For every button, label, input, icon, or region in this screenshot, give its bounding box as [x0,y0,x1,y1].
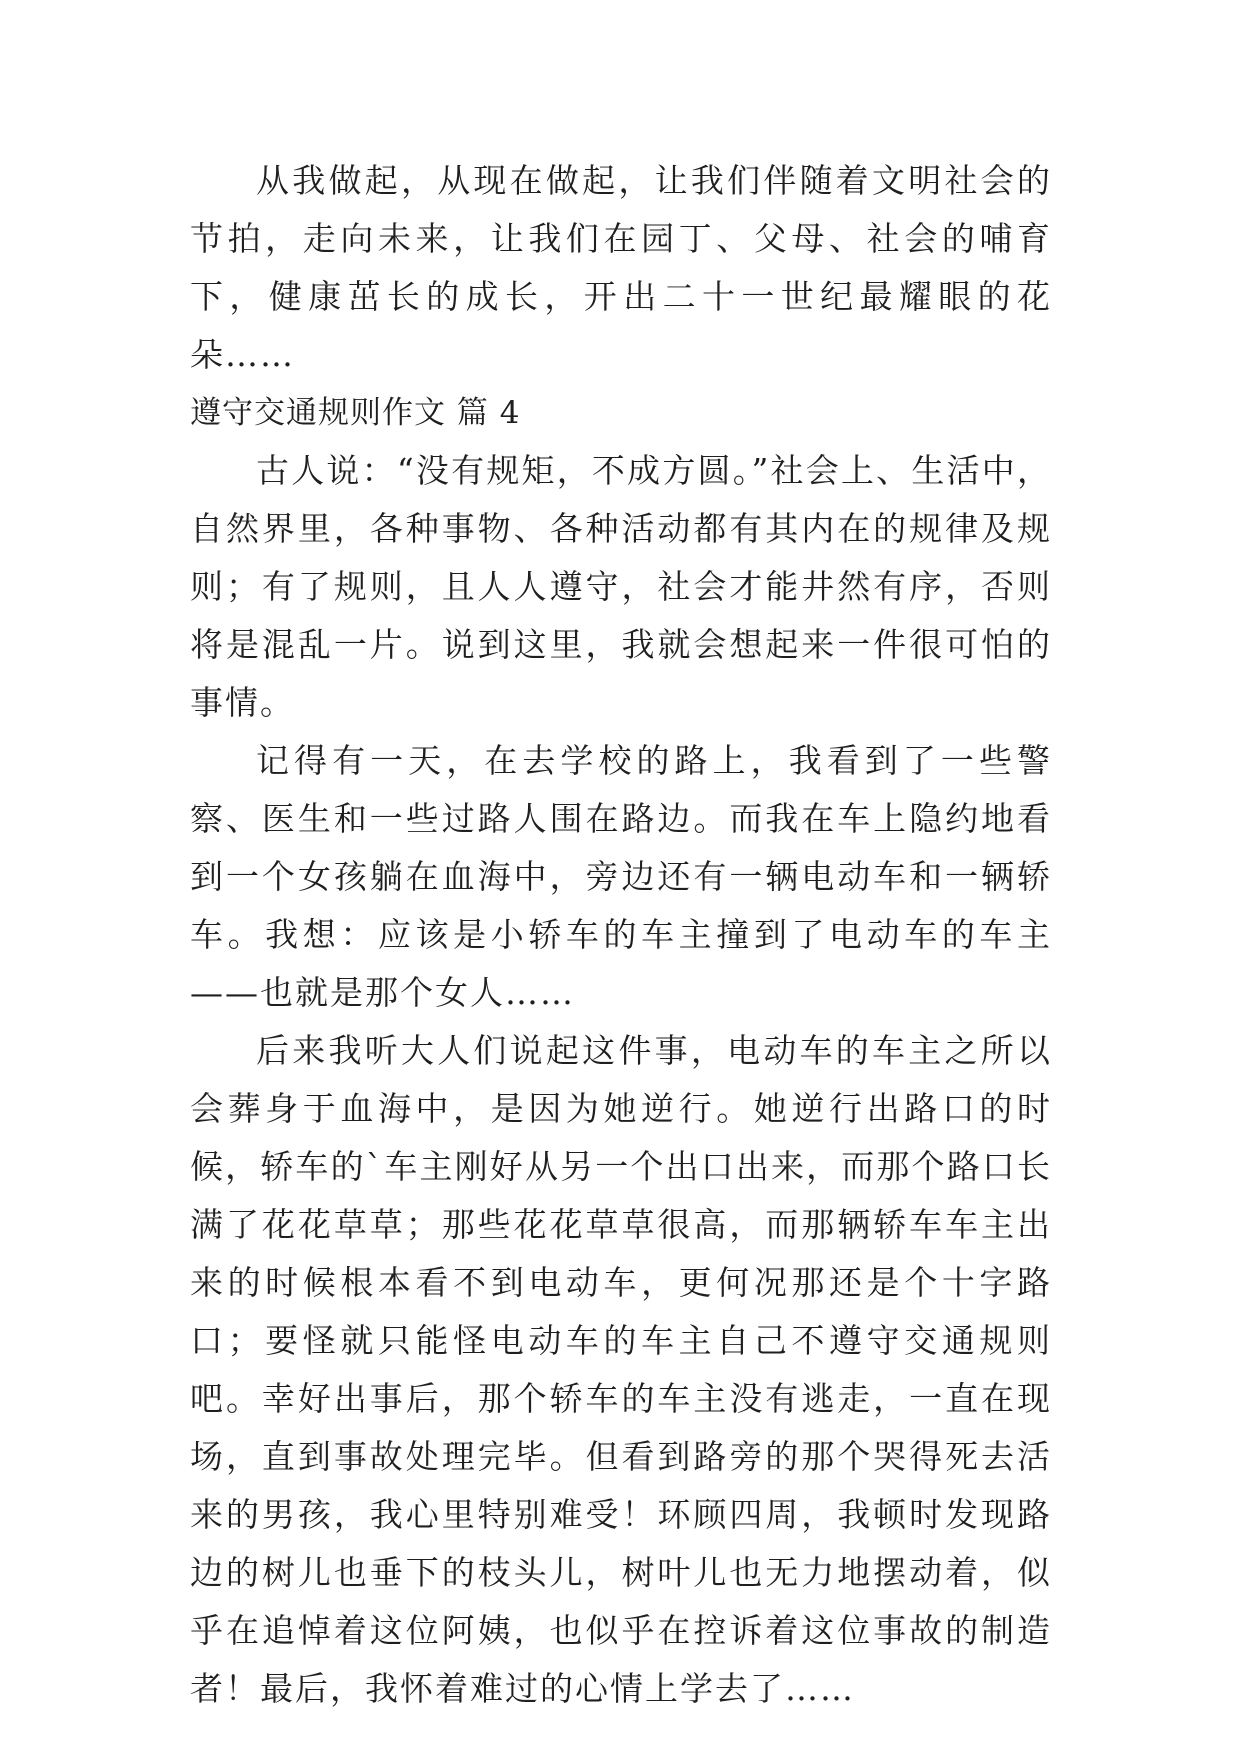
paragraph-2: 记得有一天，在去学校的路上，我看到了一些警察、医生和一些过路人围在路边。而我在车上隐约地看到一个女孩躺在血海中，旁边还有一辆电动车和一辆轿车。我想：应该是小轿车的车主撞到了电动车的车主——也就是那个女人…… [190,741,1052,1012]
paragraph-3: 后来我听大人们说起这件事，电动车的车主之所以会葬身于血海中，是因为她逆行。她逆行出路口的时候，轿车的`车主刚好从另一个出口出来，而那个路口长满了花花草草；那些花花草草很高，而那辆轿车车主出来的时候根本看不到电动车，更何况那还是个十字路口；要怪就只能怪电动车的车主自己不遵守交通规则吧。幸好出事后，那个轿车的车主没有逃走，一直在现场，直到事故处理完毕。但看到路旁的那个哭得死去活来的男孩，我心里特别难受！环顾四周，我顿时发现路边的树儿也垂下的枝头儿，树叶儿也无力地摆动着，似乎在追悼着这位阿姨，也似乎在控诉着这位事故的制造者！最后，我怀着难过的心情上学去了…… [190,1031,1052,1708]
paragraph-1: 古人说：“没有规矩，不成方圆。”社会上、生活中，自然界里，各种事物、各种活动都有其内在的规律及规则；有了规则，且人人遵守，社会才能井然有序，否则将是混乱一片。说到这里，我就会想起来一件很可怕的事情。 [190,451,1052,722]
paragraph-intro: 从我做起，从现在做起，让我们伴随着文明社会的节拍，走向未来，让我们在园丁、父母、社会的哺育下，健康茁长的成长，开出二十一世纪最耀眼的花朵…… [190,161,1052,374]
document-body [190,152,1052,1718]
section-title: 遵守交通规则作文 篇 4 [190,395,521,431]
